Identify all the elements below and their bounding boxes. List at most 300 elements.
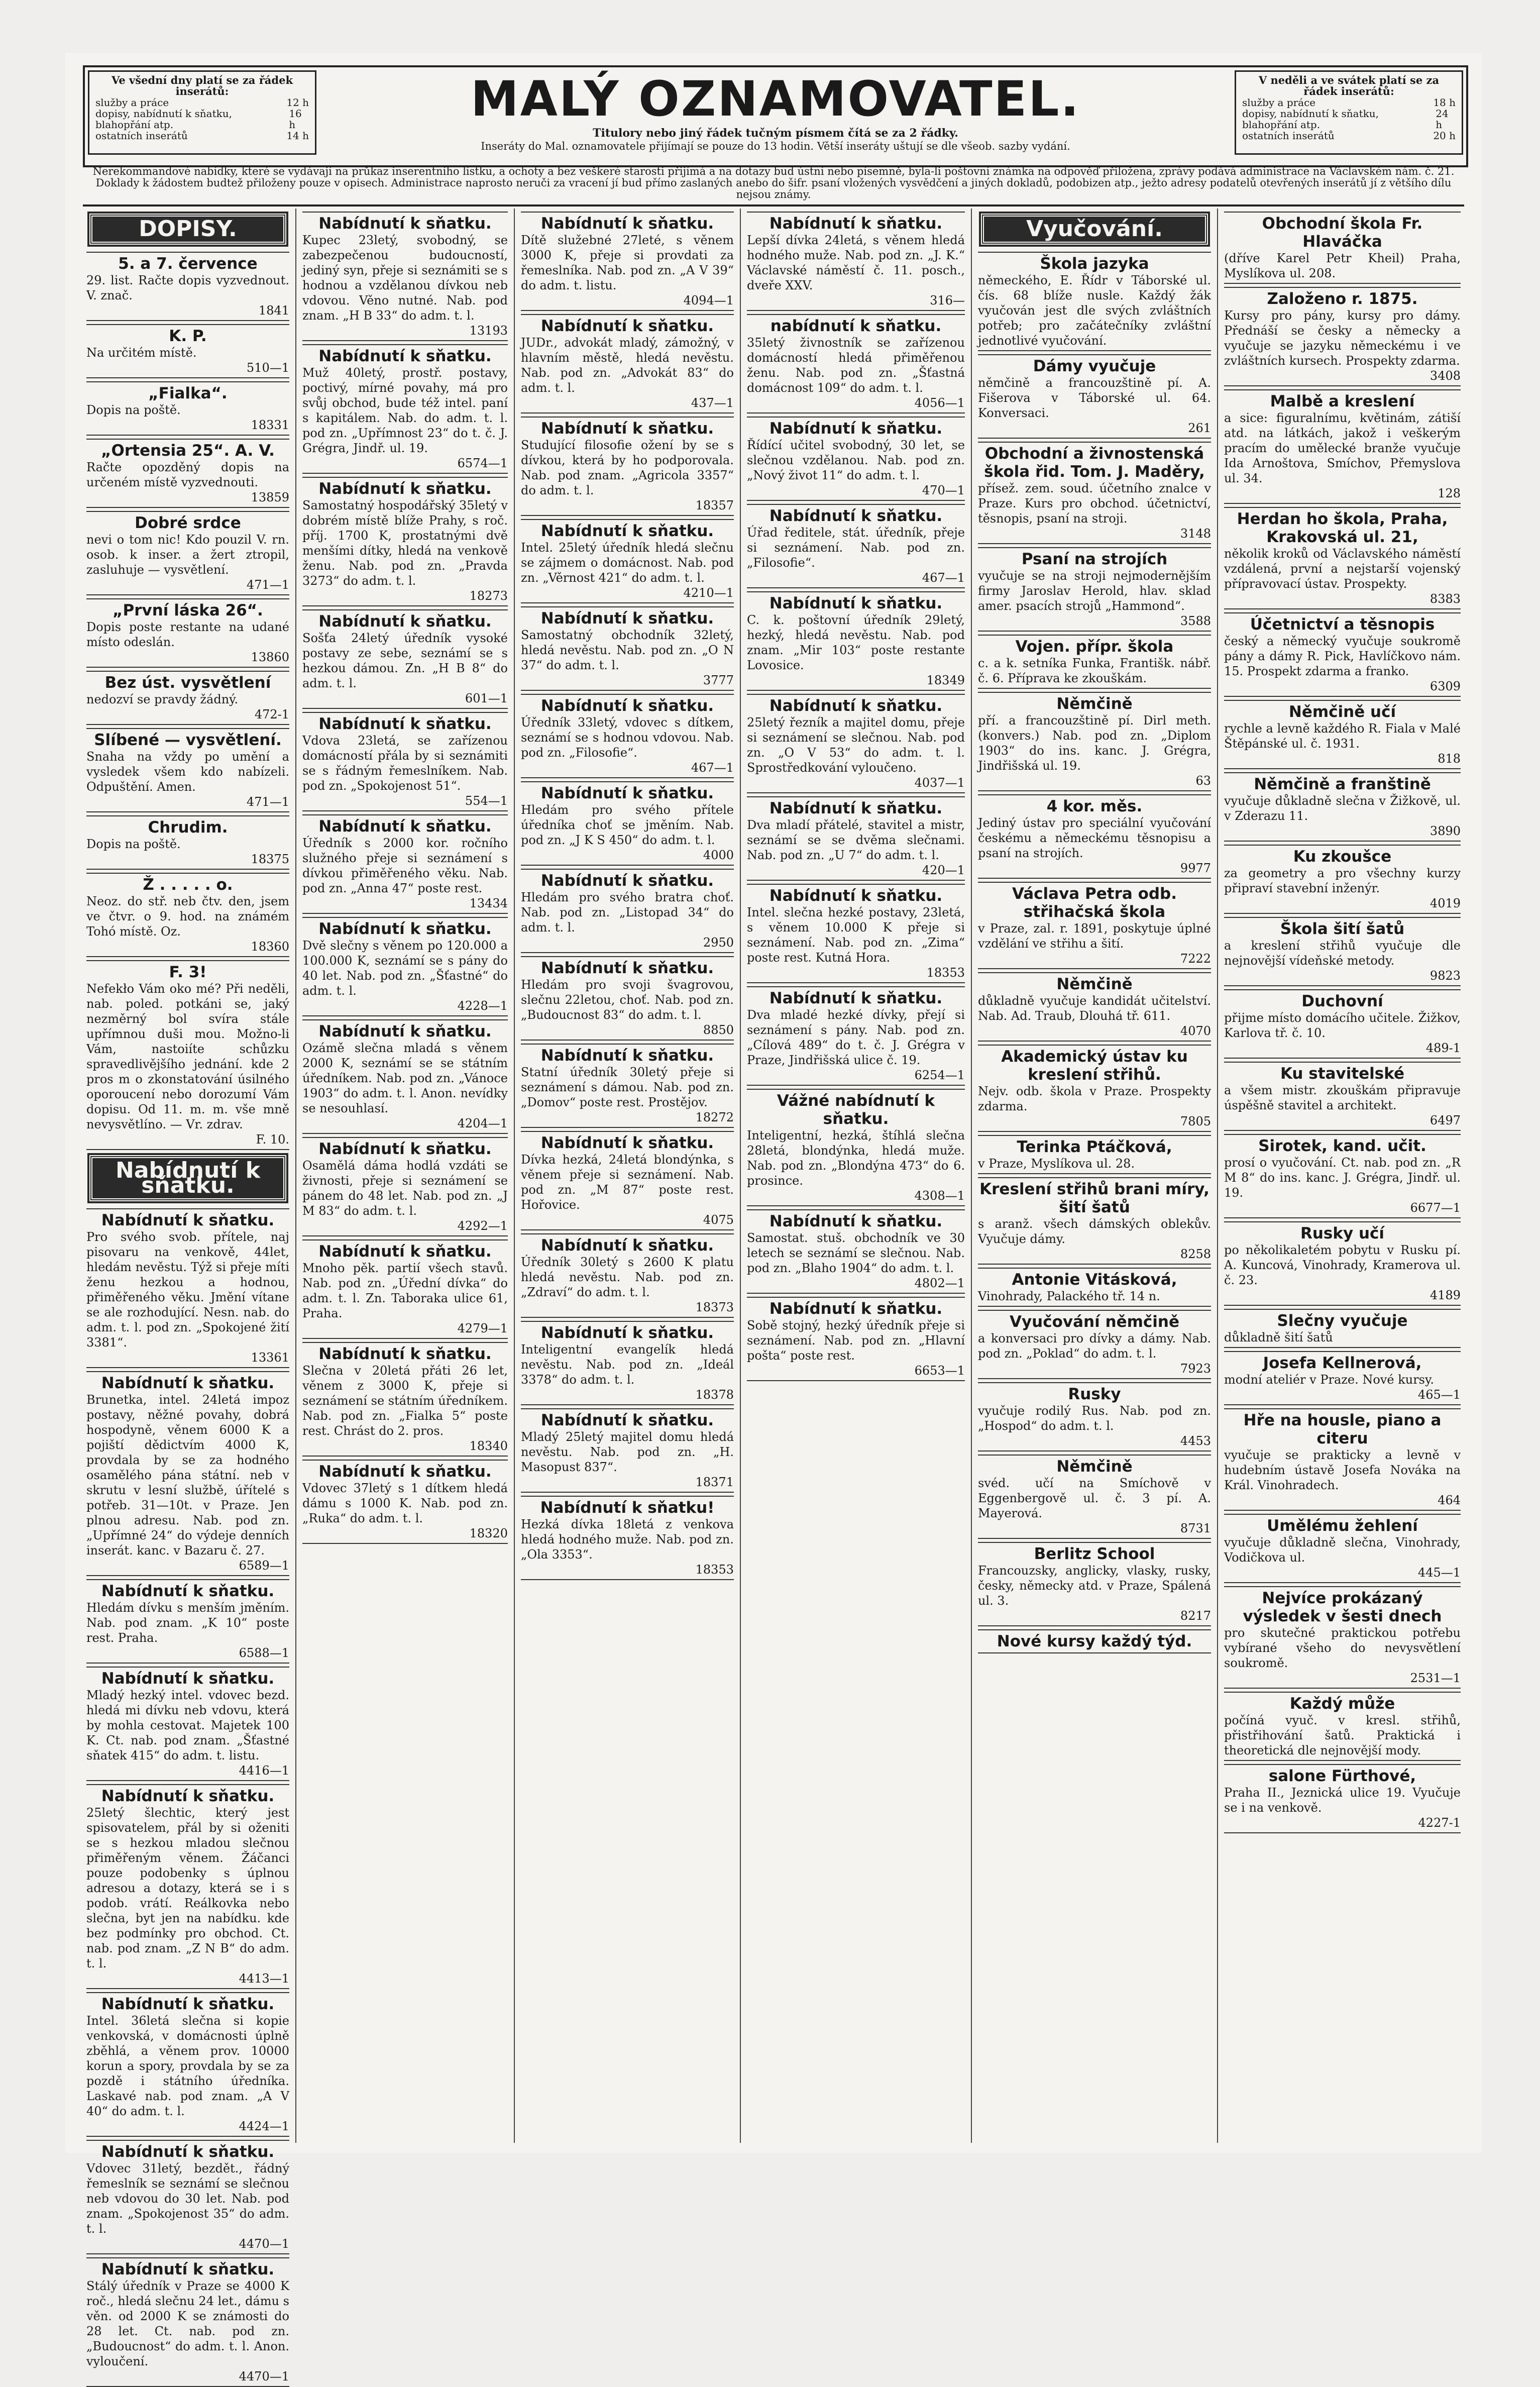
classified-ad	[1224, 1408, 1461, 1511]
classified-ad	[1224, 1764, 1461, 1833]
ad-heading: Nabídnutí k sňatku.	[302, 477, 508, 498]
classified-ad	[521, 314, 734, 413]
ad-heading: Václava Petra odb. střihačská škola	[978, 882, 1211, 921]
header-center	[323, 67, 1228, 158]
classified-ad	[978, 794, 1211, 879]
ad-heading: F. 3!	[86, 960, 289, 981]
ad-reference: 4094—1	[683, 293, 734, 307]
ad-heading: Založeno r. 1875.	[1224, 287, 1461, 308]
ad-reference: 4227-1	[1418, 1816, 1461, 1830]
ad-text: Hledám pro svého bratra choť. Nab. pod zn. „Listopad 34“ do adm. t. l.	[521, 890, 734, 935]
ad-text: Samostatný obchodník 32letý, hledá nevěstu. Nab. pod zn. „O N 37“ do adm. t. l.	[521, 628, 734, 672]
ad-text: Vdova 23letá, se zařízenou domácností přála by si seznámiti se s řádným řemeslníkem. Nab. pod zn. „Spokojenost 51“.	[302, 734, 508, 793]
ad-heading: Nejvíce prokázaný výsledek v šesti dnech	[1224, 1586, 1461, 1625]
ad-text: Nefekło Vám oko mé? Při neděli, nab. poled. potkáni se, jaký nezměrný bol svíra stále upřímnou duši mou. Možno-li Vám, nastoiíte schůzku spravedlivějšího jednání. kde 2 pros m o zkonstatování úsilného oporoucení nebo dorozumí Vám dopisu. Od 11. m. m. vše mně nevysvětlíno. — Vr. zdrav.	[86, 982, 289, 1131]
classified-ad	[747, 796, 965, 881]
ad-heading: Nabídnutí k sňatku.	[521, 314, 734, 335]
ad-reference: 4189	[1429, 1288, 1461, 1302]
ad-reference: 13860	[251, 650, 289, 664]
weekday-box-title: Ve všední dny platí se za řádek inserátů:	[112, 74, 293, 97]
classified-ad	[86, 728, 289, 812]
columns	[80, 209, 1467, 2383]
ad-text: počíná vyuč. v kresl. střihů, přistřihování šatů. Praktická i theoretická dle nejnovější mody.	[1224, 1713, 1461, 1757]
classified-ad	[1224, 1514, 1461, 1583]
header-insert-note: Inseráty do Mal. oznamovatele přijímají se pouze do 13 hodin. Větší inseráty uštují se dle všeob. sazby vydání.	[481, 140, 1070, 152]
ad-text: Muž 40letý, prostř. postavy, poctivý, mírné povahy, má pro svůj obchod, bude též intel. paní s kapitálem. Nab. do adm. t. l. pod zn. „Upřímnost 23“ do t. č. J. Grégra, Jindř. ul. 19.	[302, 366, 508, 455]
classified-ad	[521, 1233, 734, 1318]
ad-text: Dopis na poště.	[86, 837, 181, 851]
classified-ad	[1224, 1351, 1461, 1405]
ad-text: 29. list. Račte dopis vyzvednout. V. znač.	[86, 273, 289, 302]
ad-heading: Chrudim.	[86, 815, 289, 837]
ad-heading: Němčině	[978, 972, 1211, 993]
ad-heading: Němčině a franštině	[1224, 772, 1461, 793]
ad-text: a sice: figuralnímu, květinám, zátiší atd. na látkách, jakož i veškerým pracím do umělecké branže vyučuje Ida Arnoštova, Smíchov, Přemyslova ul. 34.	[1224, 411, 1461, 485]
ad-heading: Nabídnutí k sňatku.	[521, 1233, 734, 1255]
classified-ad	[86, 1208, 289, 1368]
classified-ad	[978, 635, 1211, 689]
ad-text: Hledám dívku s menším jměním. Nab. pod znam. „K 10“ poste rest. Praha.	[86, 1601, 289, 1645]
classified-ad	[86, 598, 289, 668]
ad-text: JUDr., advokát mladý, zámožný, v hlavním městě, hledá nevěstu. Nab. pod zn. „Advokát 83“ do adm. t. l.	[521, 336, 734, 395]
ad-heading: Nabídnutí k sňatku.	[747, 417, 965, 438]
ad-reference: 4308—1	[914, 1189, 965, 1203]
classified-ad	[1224, 507, 1461, 609]
ad-heading: Nabídnutí k sňatku.	[302, 344, 508, 365]
ad-heading: Nabídnutí k sňatku.	[86, 2140, 289, 2161]
ad-heading: Nabídnutí k sňatku.	[302, 917, 508, 938]
ad-reference: 13434	[469, 896, 508, 910]
ad-reference: 464	[1438, 1493, 1461, 1507]
ad-text: s aranž. všech dámských oblekův. Vyučuje dámy.	[978, 1217, 1211, 1246]
ad-heading: Herdan ho škola, Praha, Krakovská ul. 21,	[1224, 507, 1461, 546]
ad-reference: 471—1	[246, 578, 289, 592]
page-title: MALÝ OZNAMOVATEL.	[471, 71, 1080, 127]
column-teaching-1	[972, 209, 1218, 2143]
ad-reference: 489-1	[1425, 1041, 1461, 1055]
ad-reference: 18378	[695, 1388, 734, 1402]
ad-heading: Němčině	[978, 1455, 1211, 1476]
ad-text: prosí o vyučování. Ct. nab. pod zn. „R M 8“ do ins. kanc. J. Grégra, Jindř. ul. 19.	[1224, 1156, 1461, 1200]
classified-ad	[978, 1542, 1211, 1626]
ad-reference: F. 10.	[256, 1132, 289, 1147]
ad-text: Snaha na vždy po umění a vysledek všem kdo nabízeli. Odpuštění. Amen.	[86, 750, 289, 794]
ad-heading: nabídnutí k sňatku.	[747, 314, 965, 335]
ad-text: Ozámě slečna mladá s věnem 2000 K, seznámí se se státním úředníkem. Nab. pod zn. „Vánoce 1903“ do adm. t. l. Anon. nevídky se nesouhlasí.	[302, 1041, 508, 1115]
ad-text: Intel. slečna hezké postavy, 23letá, s věnem 10.000 K přeje si seznámení. Nab. pod zn. „Zima“ poste rest. Kutná Hora.	[747, 905, 965, 965]
ad-heading: Nabídnutí k sňatku.	[302, 1460, 508, 1481]
classified-ad	[978, 442, 1211, 544]
classified-ad	[978, 882, 1211, 969]
ad-text: svéd. učí na Smíchově v Eggenbergově ul. č. 3 pí. A. Mayerová.	[978, 1476, 1211, 1520]
classified-ad	[302, 1460, 508, 1544]
ad-reference: 8850	[703, 1023, 734, 1037]
ad-reference: 467—1	[922, 571, 965, 585]
ad-heading: Rusky učí	[1224, 1221, 1461, 1242]
classified-ad	[521, 417, 734, 516]
ad-heading: Nabídnutí k sňatku.	[302, 609, 508, 631]
ad-text: Vdovec 37letý s 1 dítkem hledá dámu s 1000 K. Nab. pod zn. „Ruka“ do adm. t. l.	[302, 1481, 508, 1525]
ad-text: Vinohrady, Palackého tř. 14 n.	[978, 1289, 1160, 1303]
classified-ad	[86, 1371, 289, 1576]
classified-ad	[86, 1784, 289, 1989]
ad-text: Hezká dívka 18letá z venkova hledá hodného muže. Nab. pod zn. „Ola 3353“.	[521, 1517, 734, 1562]
ad-heading: „Fialka“.	[86, 381, 289, 402]
ad-reference: 18273	[469, 589, 508, 603]
ad-reference: 601—1	[465, 691, 508, 705]
classified-ad	[1224, 1586, 1461, 1689]
ad-heading: Slečny vyučuje	[1224, 1309, 1461, 1330]
ad-text: c. a k. setníka Funka, Františk. nábř. č. 6. Příprava ke zkouškám.	[978, 656, 1211, 685]
ad-reference: 6574—1	[457, 456, 508, 470]
ad-text: Inteligentní evangelík hledá nevěstu. Nab. pod zn. „Ideál 3378“ do adm. t. l.	[521, 1342, 734, 1387]
ad-heading: Nabídnutí k sňatku.	[747, 986, 965, 1007]
classified-ad	[521, 1044, 734, 1128]
classified-ad	[86, 1992, 289, 2137]
ad-heading: Nabídnutí k sňatku.	[86, 1667, 289, 1688]
ad-reference: 6254—1	[914, 1068, 965, 1082]
ad-reference: 8731	[1180, 1521, 1211, 1535]
ad-text: a kreslení střihů vyučuje dle nejnovější vídeňské metody.	[1224, 939, 1461, 968]
ad-reference: 4453	[1180, 1434, 1211, 1448]
classified-ad	[1224, 1309, 1461, 1348]
ad-text: přijme místo domácího učitele. Žižkov, Karlova tř. č. 10.	[1224, 1011, 1461, 1040]
price-row: služby a práce 12 h	[95, 96, 309, 109]
ad-text: několik kroků od Václavského náměstí vzdálená, první a nejstarší vojenský přípravovací ústav. Prospekty.	[1224, 547, 1461, 591]
ad-text: modní ateliér v Praze. Nové kursy.	[1224, 1373, 1434, 1387]
ad-heading: Nabídnutí k sňatku.	[302, 1019, 508, 1041]
ad-reference: 3148	[1180, 527, 1211, 541]
ad-heading: Bez úst. vysvětlení	[86, 671, 289, 692]
ad-text: (dříve Karel Petr Kheil) Praha, Myslíkova ul. 208.	[1224, 251, 1461, 280]
classified-ad	[521, 606, 734, 691]
ad-reference: 4228—1	[457, 999, 508, 1013]
price-row: služby a práce 18 h	[1242, 96, 1456, 109]
ad-heading: Nabídnutí k sňatku.	[747, 591, 965, 612]
ad-heading: Nabídnutí k sňatku.	[302, 1137, 508, 1158]
classified-ad	[302, 917, 508, 1016]
classified-ad	[978, 354, 1211, 439]
price-row: dopisy, nabídnutí k sňatku, blahopřání atp. 16 h	[95, 108, 302, 131]
ad-reference: 465—1	[1417, 1388, 1461, 1402]
ad-heading: Dobré srdce	[86, 511, 289, 532]
price-row: ostatních inserátů 20 h	[1242, 130, 1456, 142]
ad-reference: 7805	[1180, 1114, 1211, 1128]
ad-text: český a německý vyučuje soukromě pány a dámy R. Pick, Havlíčkovo nám. 15. Prospekt zdarma a franko.	[1224, 634, 1461, 678]
classified-ad	[86, 324, 289, 378]
ad-text: rychle a levně každého R. Fiala v Malé Štěpánské ul. č. 1931.	[1224, 721, 1461, 751]
classified-ad	[521, 1131, 734, 1230]
classified-ad	[1224, 389, 1461, 504]
ad-text: Dívka hezká, 24letá blondýnka, s věnem přeje si seznámení. Nab. pod zn. „M 87“ poste rest. Hořovice.	[521, 1153, 734, 1212]
ad-reference: 4070	[1180, 1024, 1211, 1038]
ad-reference: 18353	[695, 1563, 734, 1577]
ad-text: němčině a francouzštině pí. A. Fišerova v Táborské ul. 64. Konversaci.	[978, 376, 1211, 420]
ad-text: Hledám pro svého přítele úředníka choť se jměním. Nab. pod zn. „J K S 450“ do adm. t. l.	[521, 803, 734, 847]
sunday-price-box	[1235, 70, 1463, 155]
ad-heading: Škola šití šatů	[1224, 917, 1461, 938]
classified-ad	[747, 591, 965, 691]
ad-reference: 6653—1	[914, 1364, 965, 1378]
classified-ad	[978, 1177, 1211, 1265]
classified-ad	[86, 511, 289, 595]
classified-ad	[978, 1629, 1211, 1653]
classified-ad	[747, 314, 965, 413]
classified-ad	[302, 609, 508, 709]
ad-text: Úřad ředitele, stát. úředník, přeje si seznámení. Nab. pod zn. „Filosofie“.	[747, 526, 965, 570]
ad-text: Studující filosofie ožení by se s dívkou, která by ho podporovala. Nab. pod znam. „Agricola 3357“ do adm. t. l.	[521, 438, 734, 497]
ad-text: Dítě služebné 27leté, s věnem 3000 K, přeje si provdati za řemeslníka. Nab. pod zn. „A V 39“ do adm. t. listu.	[521, 233, 734, 292]
ad-text: Dva mladí přátelé, stavitel a mistr, seznámí se se dvěma slečnami. Nab. pod zn. „U 7“ do adm. t. l.	[747, 818, 965, 862]
classified-ad	[978, 972, 1211, 1042]
ad-heading: Nové kursy každý týd.	[978, 1629, 1211, 1650]
ad-reference: 6677—1	[1410, 1201, 1461, 1215]
classified-ad	[747, 212, 965, 311]
ad-text: v Praze, zal. r. 1891, poskytuje úplné vzdělání ve střihu a šití.	[978, 921, 1211, 951]
classified-ad	[86, 2140, 289, 2254]
ad-reference: 471—1	[246, 795, 289, 809]
ad-reference: 3408	[1429, 369, 1461, 383]
ad-heading: Nabídnutí k sňatku.	[521, 1321, 734, 1342]
ad-heading: Každý může	[1224, 1692, 1461, 1713]
ad-text: vyučuje důkladně slečna v Žižkově, ul. v Zderazu 11.	[1224, 794, 1461, 823]
ad-text: 25letý šlechtic, který jest spisovatelem, přál by si oženiti se s hezkou mladou slečnou přiměřeným věnem. Žáčanci pouze podobenky s úplnou adresou a dotazy, která se i s podob. vrátí. Reálkovka nebo slečna, byt jen na nabídku. kde bez podmínky pro obchod. Ct. nab. pod znam. „Z N B“ do adm. t. l.	[86, 1806, 289, 1970]
ad-heading: Ku zkoušce	[1224, 845, 1461, 866]
ad-heading: Psaní na strojích	[978, 547, 1211, 568]
classified-ad	[86, 1667, 289, 1781]
ad-text: Samostat. stuš. obchodník ve 30 letech se seznámí se slečnou. Nab. pod zn. „Blaho 1904“ do adm. t. l.	[747, 1231, 965, 1275]
classified-ad	[86, 1579, 289, 1664]
ad-text: Nejv. odb. škola v Praze. Prospekty zdarma.	[978, 1084, 1211, 1113]
ad-reference: 6497	[1429, 1113, 1461, 1127]
ad-heading: Nabídnutí k sňatku.	[521, 212, 734, 233]
ad-reference: 445—1	[1417, 1566, 1461, 1580]
ad-heading: Nabídnutí k sňatku.	[302, 1342, 508, 1363]
ad-text: Úředník s 2000 kor. ročního služného přeje si seznámení s dívkou přiměřeného věku. Nab. pod zn. „Anna 47“ poste rest.	[302, 836, 508, 895]
classified-ad	[1224, 1062, 1461, 1131]
ad-heading: Nabídnutí k sňatku.	[86, 1371, 289, 1392]
ad-reference: 4056—1	[914, 396, 965, 410]
classified-ad	[747, 986, 965, 1086]
classified-ad	[978, 1268, 1211, 1307]
ad-reference: 2950	[703, 936, 734, 950]
ad-heading: Nabídnutí k sňatku.	[747, 796, 965, 817]
ad-text: pří. a francouzštině pí. Dirl meth. (konvers.) Nab. pod zn. „Diplom 1903“ do ins. kanc. J. Grégra, Jindřišská ul. 19.	[978, 713, 1211, 773]
ad-heading: Obchodní škola Fr. Hlaváčka	[1224, 212, 1461, 251]
ad-reference: 4279—1	[457, 1321, 508, 1335]
ad-text: a všem mistr. zkouškám připravuje úspěšně stavitel a architekt.	[1224, 1083, 1461, 1112]
ad-heading: Sirotek, kand. učit.	[1224, 1134, 1461, 1155]
classified-ad	[1224, 845, 1461, 914]
ad-reference: 4413—1	[239, 1971, 289, 1986]
ad-text: Mnoho pěk. partií všech stavů. Nab. pod zn. „Úřední dívka“ do adm. t. l. Zn. Taboraka ulice 61, Praha.	[302, 1261, 508, 1320]
ad-heading: „První láska 26“.	[86, 598, 289, 619]
ad-text: 35letý živnostník se zařízenou domácností hledá přiměřenou ženu. Nab. pod zn. „Šťastná domácnost 109“ do adm. t. l.	[747, 336, 965, 395]
ad-reference: 8217	[1180, 1609, 1211, 1623]
ad-reference: 4075	[703, 1213, 734, 1227]
price-row: ostatních inserátů 14 h	[95, 130, 309, 142]
classifieds-header	[83, 65, 1468, 167]
ad-reference: 9977	[1180, 861, 1211, 875]
ad-reference: 316—	[930, 293, 965, 307]
ad-heading: K. P.	[86, 324, 289, 345]
classified-ad	[978, 692, 1211, 791]
ad-text: Dva mladé hezké dívky, přejí si seznámení s pány. Nab. pod zn. „Cílová 489“ do t. č. J. Grégra v Praze, Jindřišská ulice č. 19.	[747, 1008, 965, 1067]
ad-text: pro skutečné praktickou potřebu vybírané všeho do nevysvětlení soukromě.	[1224, 1626, 1461, 1670]
ad-reference: 18320	[469, 1526, 508, 1540]
ad-reference: 63	[1195, 774, 1211, 788]
ad-text: přísež. zem. soud. účetního znalce v Praze. Kurs pro obchod. účetnictví, těsnopis, psaní na stroji.	[978, 481, 1211, 526]
classified-ad	[302, 1239, 508, 1339]
ad-reference: 4204—1	[457, 1116, 508, 1130]
ad-text: Sobě stojný, hezký úředník přeje si seznámení. Nab. pod zn. „Hlavní pošta“ poste rest.	[747, 1318, 965, 1363]
ad-heading: Dámy vyučuje	[978, 354, 1211, 375]
classified-ad	[747, 1089, 965, 1206]
ad-text: důkladně vyučuje kandidát učitelství. Nab. Ad. Traub, Dlouhá tř. 611.	[978, 994, 1211, 1023]
ad-heading: Nabídnutí k sňatku.	[521, 869, 734, 890]
ad-reference: 4424—1	[239, 2119, 289, 2133]
ad-text: Brunetka, intel. 24letá impoz postavy, něžné povahy, dobrá hospodyně, věnem 6000 K a pojiští dědictvím 4000 K, provdala by se za hodného osamělého pána státní. neb v skrutu v lesní službě, úřítelé s potřeb. 31—10t. v Praze. Jen plnou adresu. Nab. pod zn. „Upřímné 24“ do výdeje denních inserát. kanc. v Bazaru č. 27.	[86, 1393, 289, 1558]
ad-reference: 261	[1188, 421, 1211, 435]
ad-text: Stálý úředník v Praze se 4000 K roč., hledá slečnu 24 let., dámu s věn. od 2000 K se známosti do 28 let. Ct. nab. pod zn. „Budoucnost“ do adm. t. l. Anon. vyloučení.	[86, 2279, 289, 2368]
classified-ad	[86, 381, 289, 436]
ad-reference: 3588	[1180, 614, 1211, 628]
ad-text: Neoz. do stř. neb čtv. den, jsem ve čtvr. o 9. hod. na známém Tohó místě. Oz.	[86, 894, 289, 939]
ad-heading: Nabídnutí k sňatku.	[86, 1992, 289, 2013]
ad-text: Inteligentní, hezká, štíhlá slečna 28letá, blondýnka, hledá muže. Nab. pod zn. „Blondýna 473“ do 6. prosince.	[747, 1128, 965, 1188]
ad-heading: Josefa Kellnerová,	[1224, 1351, 1461, 1372]
sunday-box-title: V neděli a ve svátek platí se za řádek inserátů:	[1258, 74, 1440, 97]
ad-heading: 4 kor. měs.	[978, 794, 1211, 815]
ad-text: za geometry a pro všechny kurzy připraví stavební inženýr.	[1224, 866, 1461, 895]
ad-reference: 18360	[251, 940, 289, 954]
ad-reference: 470—1	[922, 483, 965, 497]
ad-reference: 18272	[695, 1110, 734, 1124]
ad-reference: 8383	[1429, 592, 1461, 606]
ad-heading: Ž . . . . . o.	[86, 873, 289, 894]
ad-heading: Nabídnutí k sňatku.	[747, 212, 965, 233]
ad-text: německého, E. Řídr v Táborské ul. čís. 68 blíže nusle. Každý žák vyučován jest dle svých zvláštních potřeb; pro začátečníky zvláštní jednotlivé vyučování.	[978, 273, 1211, 348]
classified-ad	[302, 344, 508, 474]
ad-heading: Účetnictví a těsnopis	[1224, 612, 1461, 634]
ad-heading: Nabídnutí k sňatku.	[521, 1131, 734, 1152]
column-marriage-1	[296, 209, 515, 2143]
ad-heading: Němčině učí	[1224, 700, 1461, 721]
ad-heading: „Ortensia 25“. A. V.	[86, 439, 289, 460]
ad-reference: 4210—1	[683, 586, 734, 600]
classified-ad	[86, 2257, 289, 2387]
ad-reference: 18357	[695, 498, 734, 512]
ad-reference: 13859	[251, 490, 289, 504]
price-row: dopisy, nabídnutí k sňatku, blahopřání atp. 24 h	[1242, 108, 1449, 131]
ad-text: Samostatný hospodářský 35letý v dobrém místě blíže Prahy, s roč. příj. 1700 K, prostatnými dvě menšími dítky, hledá na venkově ženu. Nab. pod zn. „Pravda 3273“ do adm. t. l.	[302, 498, 508, 588]
classified-ad	[1224, 212, 1461, 284]
ad-heading: Nabídnutí k sňatku.	[86, 1579, 289, 1600]
classified-ad	[1224, 1692, 1461, 1761]
classified-ad	[747, 504, 965, 588]
ad-reference: 13193	[469, 324, 508, 338]
ad-heading: Terinka Ptáčková,	[978, 1135, 1211, 1156]
ad-text: Mladý 25letý majitel domu hledá nevěstu. Nab. pod zn. „H. Masopust 837“.	[521, 1430, 734, 1474]
ad-text: Praha II., Jeznická ulice 19. Vyučuje se i na venkově.	[1224, 1786, 1461, 1815]
ad-reference: 4292—1	[457, 1219, 508, 1233]
classified-ad	[1224, 612, 1461, 697]
ad-heading: Nabídnutí k sňatku.	[747, 1297, 965, 1318]
section-banner-teaching: Vyučování.	[981, 214, 1208, 245]
ad-heading: Umělému žehlení	[1224, 1514, 1461, 1535]
ad-reference: 9823	[1429, 969, 1461, 983]
ad-text: Vdovec 31letý, bezdět., řádný řemeslník se seznámí se slečnou neb vdovou do 30 let. Nab. pod znam. „Spokojenost 35“ do adm. t. l.	[86, 2161, 289, 2236]
classified-ad	[747, 1209, 965, 1294]
ad-text: Mladý hezký intel. vdovec bezd. hledá mi dívku neb vdovu, která by mohla cestovat. Majetek 100 K. Ct. nab. pod znam. „Šťastné sňatek 415“ do adm. t. listu.	[86, 1688, 289, 1762]
classified-ad	[978, 252, 1211, 351]
ad-text: Hledám pro svoji švagrovou, slečnu 22letou, choť. Nab. pod zn. „Budoucnost 83“ do adm. t. l.	[521, 978, 734, 1022]
ad-heading: Nabídnutí k sňatku.	[521, 694, 734, 715]
ad-heading: Nabídnutí k sňatku.	[521, 519, 734, 540]
ad-text: Račte opozděný dopis na určeném místě vyzvednouti.	[86, 460, 289, 489]
classified-ad	[302, 712, 508, 811]
classified-ad	[302, 1019, 508, 1134]
ad-heading: Nabídnutí k sňatku.	[521, 781, 734, 802]
ad-reference: 2531—1	[1410, 1671, 1461, 1685]
ad-heading: Ku stavitelské	[1224, 1062, 1461, 1083]
classified-ad	[978, 1310, 1211, 1379]
ad-text: vyučuje důkladně slečna, Vinohrady, Vodičkova ul.	[1224, 1535, 1461, 1565]
ad-text: Statní úředník 30letý přeje si seznámení s dámou. Nab. pod zn. „Domov“ poste rest. Prostějov.	[521, 1065, 734, 1109]
classified-ad	[302, 1342, 508, 1457]
ad-heading: Duchovní	[1224, 989, 1461, 1010]
ad-heading: Nabídnutí k sňatku.	[521, 1408, 734, 1429]
ad-reference: 1841	[258, 303, 289, 318]
classified-ad	[978, 1045, 1211, 1132]
ad-heading: Nabídnutí k sňatku.	[521, 417, 734, 438]
section-banner-marriage: Nabídnutí k sňatku.	[89, 1155, 286, 1201]
ad-heading: Vážné nabídnutí k sňatku.	[747, 1089, 965, 1128]
ad-reference: 4470—1	[239, 2369, 289, 2383]
ad-text: Pro svého svob. přítele, naj pisovaru na venkově, 44let, hledám nevěstu. Týž si přeje míti ženu hezkou a hodnou, přiměřeného věku. Jmění vítane se ale rozhodující. Nesn. nab. do adm. t. l. pod zn. „Spokojené žití 3381“.	[86, 1230, 289, 1350]
ad-reference: 18353	[926, 966, 965, 980]
ad-reference: 4019	[1429, 896, 1461, 910]
ad-reference: 3777	[703, 673, 734, 687]
classified-ad	[1224, 287, 1461, 386]
ad-heading: Nabídnutí k sňatku.	[747, 884, 965, 905]
ad-text: důkladně šití šatů	[1224, 1330, 1333, 1344]
ad-reference: 18349	[926, 673, 965, 687]
ad-heading: Obchodní a živnostenská škola řid. Tom. J. Maděry,	[978, 442, 1211, 481]
ad-heading: Nabídnutí k sňatku.	[747, 504, 965, 525]
ad-text: Úředník 30letý s 2600 K platu hledá nevěstu. Nab. pod zn. „Zdraví“ do adm. t. l.	[521, 1255, 734, 1299]
ad-reference: 18373	[695, 1300, 734, 1314]
ad-reference: 6589—1	[239, 1559, 289, 1573]
classified-ad	[1224, 772, 1461, 842]
ad-reference: 437—1	[691, 396, 734, 410]
ad-reference: 128	[1438, 486, 1461, 500]
ad-text: Dvě slečny s věnem po 120.000 a 100.000 K, seznámí se s pány do 40 let. Nab. pod zn. „Šťastné“ do adm. t. l.	[302, 939, 508, 998]
section-banner-letters: DOPISY.	[89, 214, 286, 245]
ad-reference: 4802—1	[914, 1276, 965, 1290]
ad-text: Dopis na poště.	[86, 403, 181, 417]
ad-heading: Nabídnutí k sňatku.	[521, 606, 734, 628]
ad-text: Dopis poste restante na udané místo odeslán.	[86, 620, 289, 649]
ad-heading: Škola jazyka	[978, 252, 1211, 273]
ad-heading: Nabídnutí k sňatku.	[521, 1044, 734, 1065]
classified-ad	[978, 1135, 1211, 1174]
ad-reference: 18375	[251, 852, 289, 866]
ad-heading: Nabídnutí k sňatku.	[302, 1239, 508, 1261]
ad-heading: Nabídnutí k sňatku.	[302, 814, 508, 836]
column-letters	[80, 209, 296, 2383]
classified-ad	[1224, 917, 1461, 986]
